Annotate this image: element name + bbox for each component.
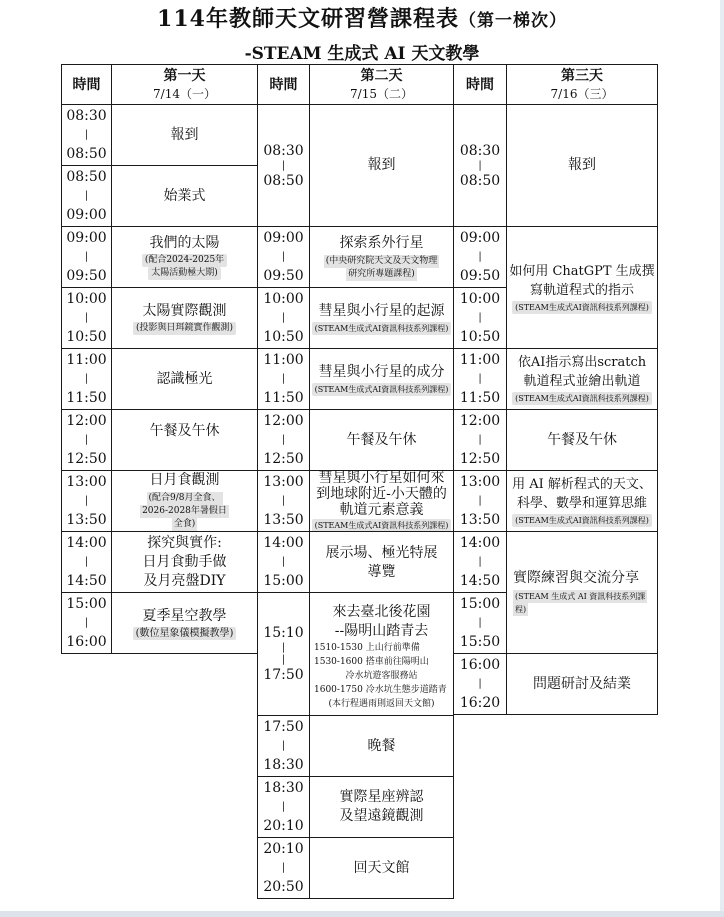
day1-time-4: 10:00 | 10:50 bbox=[61, 287, 112, 349]
day3-session-checkin: 報到 bbox=[506, 104, 658, 227]
day3-time-6b: 15:00 | 15:50 bbox=[453, 592, 507, 654]
header-day3 bbox=[506, 64, 658, 105]
day2-time-8: 15:10 | | 17:50 bbox=[257, 592, 310, 716]
day3-time-5: 13:00 | 13:50 bbox=[453, 470, 507, 532]
day2-session-orbital-elements: 彗星與小行星如何來 到地球附近-小天體的 軌道元素意義 (STEAM生成式AI資訊科技系列課程) bbox=[309, 470, 454, 532]
day2-session-exoplanets: 探索系外行星 (中央研究院天文及天文物理 研究所專題課程) bbox=[309, 226, 454, 288]
day1-time-9: 15:00 | 16:00 bbox=[61, 592, 112, 654]
day2-time-1: 08:30 | 08:50 bbox=[257, 104, 310, 227]
day2-time-10: 18:30 | 20:10 bbox=[257, 776, 310, 838]
day3-time-1: 08:30 | 08:50 bbox=[453, 104, 507, 227]
day3-date: 7/16（三） bbox=[550, 86, 614, 101]
day3-time-3: 11:00 | 11:50 bbox=[453, 348, 507, 410]
day1-time-7: 13:00 | 13:50 bbox=[61, 470, 112, 532]
header-day2 bbox=[309, 64, 454, 105]
day2-time-3: 10:00 | 10:50 bbox=[257, 287, 310, 349]
day2-session-return: 回天文館 bbox=[309, 837, 454, 899]
day1-session-hands-on: 探究與實作: 日月食動手做 及月亮盤DIY bbox=[111, 531, 258, 593]
day1-time-3: 09:00 | 09:50 bbox=[61, 226, 112, 288]
day1-time-2: 08:50 | 09:00 bbox=[61, 165, 112, 227]
window-edge-right bbox=[720, 0, 724, 917]
day2-session-comet-composition: 彗星與小行星的成分 (STEAM生成式AI資訊科技系列課程) bbox=[309, 348, 454, 410]
day1-time-6: 12:00 | 12:50 bbox=[61, 409, 112, 471]
day2-time-5: 12:00 | 12:50 bbox=[257, 409, 310, 471]
header-time-3: 時間 bbox=[453, 64, 507, 105]
day3-session-scratch-orbit: 依AI指示寫出scratch 軌道程式並繪出軌道 (STEAM生成式AI資訊科技系列課程) bbox=[506, 348, 658, 410]
header-day1 bbox=[111, 64, 258, 105]
day1-label: 第一天 bbox=[163, 67, 206, 84]
day2-session-checkin: 報到 bbox=[309, 104, 454, 227]
day1-time-5: 11:00 | 11:50 bbox=[61, 348, 112, 410]
day2-time-6: 13:00 | 13:50 bbox=[257, 470, 310, 532]
page-title: 114年教師天文研習營課程表（第一梯次） bbox=[157, 6, 567, 32]
day1-session-aurora: 認識極光 bbox=[111, 348, 258, 410]
day2-session-comet-origin: 彗星與小行星的起源 (STEAM生成式AI資訊科技系列課程) bbox=[309, 287, 454, 349]
day3-session-chatgpt-orbit: 如何用 ChatGPT 生成撰 寫軌道程式的指示 (STEAM生成式AI資訊科技系列課程) bbox=[506, 226, 658, 349]
day1-session-eclipse: 日月食觀測 (配合9/8月全食、 2026-2028年暑假日 全食) bbox=[111, 470, 258, 532]
day3-time-2b: 10:00 | 10:50 bbox=[453, 287, 507, 349]
day2-session-dinner: 晚餐 bbox=[309, 715, 454, 777]
day3-time-7: 16:00 | 16:20 bbox=[453, 653, 507, 715]
day2-time-11: 20:10 | 20:50 bbox=[257, 837, 310, 899]
day3-time-4: 12:00 | 12:50 bbox=[453, 409, 507, 471]
day2-session-lunch: 午餐及午休 bbox=[309, 409, 454, 471]
day3-session-closing: 問題研討及結業 bbox=[506, 653, 658, 715]
day2-label: 第二天 bbox=[360, 67, 403, 84]
day3-session-ai-analysis: 用 AI 解析程式的天文、 科學、數學和運算思維 (STEAM生成式AI資訊科技系列課程) bbox=[506, 470, 658, 532]
header-time-2: 時間 bbox=[257, 64, 310, 105]
day2-time-2: 09:00 | 09:50 bbox=[257, 226, 310, 288]
day1-date: 7/14（一） bbox=[153, 86, 216, 101]
day1-session-lunch: 午餐及午休 bbox=[111, 409, 258, 471]
day1-session-solar-observation: 太陽實際觀測 (投影與日珥鏡實作觀測) bbox=[111, 287, 258, 349]
day1-session-sun: 我們的太陽 (配合2024-2025年 太陽活動極大期) bbox=[111, 226, 258, 288]
header-time-1: 時間 bbox=[61, 64, 112, 105]
day3-session-practice: 實際練習與交流分享 (STEAM 生成式 AI 資訊科技系列課 程) bbox=[506, 531, 658, 654]
window-edge-bottom bbox=[0, 911, 724, 917]
day3-time-2a: 09:00 | 09:50 bbox=[453, 226, 507, 288]
day2-date: 7/15（二） bbox=[350, 86, 413, 101]
title-suffix: （第一梯次） bbox=[458, 11, 567, 31]
day2-session-exhibit-tour: 展示場、極光特展 導覽 bbox=[309, 531, 454, 593]
day2-time-4: 11:00 | 11:50 bbox=[257, 348, 310, 410]
day3-time-6a: 14:00 | 14:50 bbox=[453, 531, 507, 593]
day2-time-7: 14:00 | 15:00 bbox=[257, 531, 310, 593]
day1-session-checkin: 報到 bbox=[111, 104, 258, 166]
day3-label: 第三天 bbox=[561, 67, 603, 84]
day1-time-8: 14:00 | 14:50 bbox=[61, 531, 112, 593]
day1-session-summer-sky: 夏季星空教學 (數位星象儀模擬教學) bbox=[111, 592, 258, 654]
day2-session-yangmingshan: 來去臺北後花園 --陽明山踏青去 1510-1530 上山行前準備 1530-1600 搭車前往陽明山 冷水坑遊客服務站 1600-1750 冷水坑生態步道踏青 (本行程遇雨則返回天文館) bbox=[309, 592, 454, 716]
day2-time-9: 17:50 | 18:30 bbox=[257, 715, 310, 777]
day1-session-opening: 始業式 bbox=[111, 165, 258, 227]
day1-time-1: 08:30 | 08:50 bbox=[61, 104, 112, 166]
page-subtitle: -STEAM 生成式 AI 天文教學 bbox=[244, 44, 480, 64]
day2-session-stargazing: 實際星座辨認 及望遠鏡觀測 bbox=[309, 776, 454, 838]
day3-session-lunch: 午餐及午休 bbox=[506, 409, 658, 471]
